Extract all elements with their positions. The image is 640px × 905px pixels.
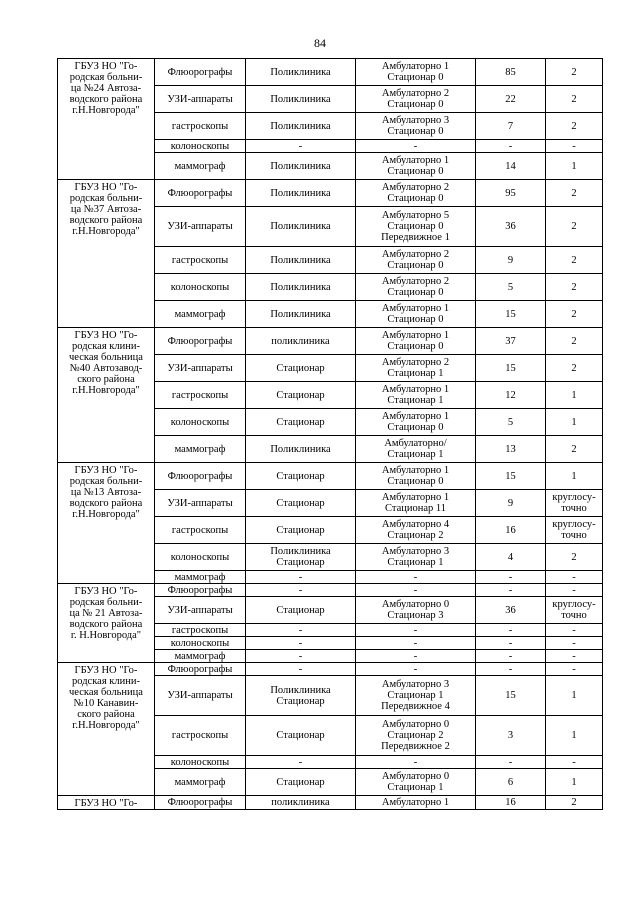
organization-cell: ГБУЗ НО "Го- родская клини- ческая больница №40 Автозавод- ского района г.Н.Новгорода"	[58, 328, 155, 463]
shifts-cell: -	[546, 624, 603, 637]
location-cell: -	[246, 650, 356, 663]
mode-cell: Амбулаторно 5 Стационар 0 Передвижное 1	[356, 207, 476, 247]
location-cell: Поликлиника	[246, 86, 356, 113]
shifts-cell: 2	[546, 180, 603, 207]
mode-cell: Амбулаторно 1 Стационар 0	[356, 463, 476, 490]
table-row	[58, 328, 603, 355]
count-cell: -	[476, 637, 546, 650]
mode-cell: Амбулаторно 1 Стационар 11	[356, 490, 476, 517]
count-cell: 16	[476, 796, 546, 810]
shifts-cell: 2	[546, 301, 603, 328]
count-cell: 15	[476, 463, 546, 490]
count-cell: -	[476, 571, 546, 584]
location-cell: Поликлиника	[246, 274, 356, 301]
shifts-cell: 1	[546, 769, 603, 796]
equipment-cell: колоноскопы	[155, 140, 246, 153]
shifts-cell: круглосу- точно	[546, 517, 603, 544]
mode-cell: -	[356, 584, 476, 597]
equipment-cell: гастроскопы	[155, 113, 246, 140]
shifts-cell: 2	[546, 274, 603, 301]
mode-cell: Амбулаторно 1 Стационар 0	[356, 153, 476, 180]
count-cell: 15	[476, 676, 546, 716]
mode-cell: -	[356, 756, 476, 769]
location-cell: Стационар	[246, 355, 356, 382]
equipment-cell: колоноскопы	[155, 544, 246, 571]
equipment-cell: Флюорографы	[155, 59, 246, 86]
count-cell: -	[476, 584, 546, 597]
count-cell: 37	[476, 328, 546, 355]
equipment-cell: УЗИ-аппараты	[155, 86, 246, 113]
count-cell: 9	[476, 490, 546, 517]
equipment-cell: маммограф	[155, 571, 246, 584]
equipment-cell: маммограф	[155, 650, 246, 663]
organization-cell: ГБУЗ НО "Го-	[58, 796, 155, 810]
equipment-cell: УЗИ-аппараты	[155, 490, 246, 517]
location-cell: Поликлиника	[246, 436, 356, 463]
equipment-cell: гастроскопы	[155, 624, 246, 637]
count-cell: 16	[476, 517, 546, 544]
mode-cell: Амбулаторно 1 Стационар 1	[356, 382, 476, 409]
shifts-cell: 2	[546, 796, 603, 810]
shifts-cell: 2	[546, 544, 603, 571]
equipment-cell: Флюорографы	[155, 463, 246, 490]
mode-cell: Амбулаторно 3 Стационар 1 Передвижное 4	[356, 676, 476, 716]
location-cell: Стационар	[246, 597, 356, 624]
count-cell: 5	[476, 409, 546, 436]
mode-cell: -	[356, 624, 476, 637]
mode-cell: Амбулаторно 2 Стационар 0	[356, 86, 476, 113]
location-cell: Поликлиника	[246, 59, 356, 86]
equipment-cell: гастроскопы	[155, 517, 246, 544]
location-cell: Стационар	[246, 409, 356, 436]
equipment-table	[57, 58, 603, 810]
equipment-cell: гастроскопы	[155, 382, 246, 409]
table-row	[58, 180, 603, 207]
equipment-cell: колоноскопы	[155, 274, 246, 301]
count-cell: 13	[476, 436, 546, 463]
count-cell: 6	[476, 769, 546, 796]
mode-cell: -	[356, 140, 476, 153]
mode-cell: Амбулаторно 2 Стационар 1	[356, 355, 476, 382]
equipment-cell: колоноскопы	[155, 756, 246, 769]
location-cell: -	[246, 624, 356, 637]
mode-cell: -	[356, 650, 476, 663]
shifts-cell: -	[546, 663, 603, 676]
mode-cell: Амбулаторно 3 Стационар 0	[356, 113, 476, 140]
count-cell: -	[476, 650, 546, 663]
location-cell: -	[246, 571, 356, 584]
mode-cell: Амбулаторно 0 Стационар 3	[356, 597, 476, 624]
shifts-cell: 2	[546, 355, 603, 382]
equipment-cell: маммограф	[155, 301, 246, 328]
count-cell: 85	[476, 59, 546, 86]
count-cell: 12	[476, 382, 546, 409]
equipment-table-body	[58, 59, 603, 810]
mode-cell: -	[356, 571, 476, 584]
shifts-cell: 2	[546, 436, 603, 463]
shifts-cell: 1	[546, 676, 603, 716]
location-cell: Поликлиника Стационар	[246, 544, 356, 571]
shifts-cell: -	[546, 584, 603, 597]
shifts-cell: 2	[546, 86, 603, 113]
count-cell: 3	[476, 716, 546, 756]
location-cell: Стационар	[246, 769, 356, 796]
mode-cell: Амбулаторно 1 Стационар 0	[356, 301, 476, 328]
count-cell: 7	[476, 113, 546, 140]
shifts-cell: -	[546, 650, 603, 663]
table-row	[58, 663, 603, 676]
organization-cell: ГБУЗ НО "Го- родская больни- ца № 21 Автоза- водского района г. Н.Новгорода"	[58, 584, 155, 663]
shifts-cell: 1	[546, 716, 603, 756]
table-row	[58, 584, 603, 597]
mode-cell: -	[356, 637, 476, 650]
equipment-cell: маммограф	[155, 769, 246, 796]
mode-cell: Амбулаторно 1 Стационар 0	[356, 328, 476, 355]
count-cell: 15	[476, 301, 546, 328]
shifts-cell: 1	[546, 409, 603, 436]
location-cell: Поликлиника	[246, 113, 356, 140]
organization-cell: ГБУЗ НО "Го- родская больни- ца №37 Автоза- водского района г.Н.Новгорода"	[58, 180, 155, 328]
location-cell: Поликлиника	[246, 180, 356, 207]
equipment-cell: маммограф	[155, 153, 246, 180]
equipment-cell: колоноскопы	[155, 637, 246, 650]
equipment-cell: гастроскопы	[155, 716, 246, 756]
count-cell: 15	[476, 355, 546, 382]
organization-cell: ГБУЗ НО "Го- родская больни- ца №13 Автоза- водского района г.Н.Новгорода"	[58, 463, 155, 584]
mode-cell: -	[356, 663, 476, 676]
count-cell: 5	[476, 274, 546, 301]
count-cell: 22	[476, 86, 546, 113]
organization-cell: ГБУЗ НО "Го- родская больни- ца №24 Автоза- водского района г.Н.Новгорода"	[58, 59, 155, 180]
count-cell: 4	[476, 544, 546, 571]
count-cell: 36	[476, 207, 546, 247]
mode-cell: Амбулаторно 4 Стационар 2	[356, 517, 476, 544]
location-cell: Поликлиника	[246, 247, 356, 274]
location-cell: Поликлиника	[246, 301, 356, 328]
location-cell: -	[246, 140, 356, 153]
equipment-cell: УЗИ-аппараты	[155, 676, 246, 716]
location-cell: Стационар	[246, 463, 356, 490]
mode-cell: Амбулаторно 3 Стационар 1	[356, 544, 476, 571]
shifts-cell: -	[546, 140, 603, 153]
count-cell: -	[476, 663, 546, 676]
mode-cell: Амбулаторно 2 Стационар 0	[356, 247, 476, 274]
shifts-cell: круглосу- точно	[546, 597, 603, 624]
count-cell: 14	[476, 153, 546, 180]
location-cell: Поликлиника	[246, 153, 356, 180]
mode-cell: Амбулаторно 2 Стационар 0	[356, 180, 476, 207]
page-number: 84	[314, 36, 326, 50]
location-cell: Стационар	[246, 517, 356, 544]
shifts-cell: 1	[546, 382, 603, 409]
shifts-cell: -	[546, 637, 603, 650]
shifts-cell: 2	[546, 207, 603, 247]
mode-cell: Амбулаторно 1 Стационар 0	[356, 409, 476, 436]
count-cell: 95	[476, 180, 546, 207]
equipment-cell: УЗИ-аппараты	[155, 355, 246, 382]
location-cell: Стационар	[246, 716, 356, 756]
count-cell: -	[476, 756, 546, 769]
mode-cell: Амбулаторно 0 Стационар 2 Передвижное 2	[356, 716, 476, 756]
shifts-cell: 2	[546, 113, 603, 140]
equipment-cell: Флюорографы	[155, 796, 246, 810]
equipment-cell: Флюорографы	[155, 180, 246, 207]
shifts-cell: 2	[546, 59, 603, 86]
shifts-cell: -	[546, 571, 603, 584]
location-cell: Стационар	[246, 490, 356, 517]
location-cell: -	[246, 663, 356, 676]
equipment-cell: УЗИ-аппараты	[155, 207, 246, 247]
shifts-cell: 1	[546, 153, 603, 180]
location-cell: -	[246, 756, 356, 769]
count-cell: 9	[476, 247, 546, 274]
location-cell: -	[246, 637, 356, 650]
location-cell: Стационар	[246, 382, 356, 409]
equipment-cell: колоноскопы	[155, 409, 246, 436]
equipment-cell: Флюорографы	[155, 663, 246, 676]
location-cell: Поликлиника Стационар	[246, 676, 356, 716]
count-cell: 36	[476, 597, 546, 624]
shifts-cell: 2	[546, 328, 603, 355]
equipment-cell: УЗИ-аппараты	[155, 597, 246, 624]
equipment-cell: маммограф	[155, 436, 246, 463]
mode-cell: Амбулаторно 1 Стационар 0	[356, 59, 476, 86]
shifts-cell: -	[546, 756, 603, 769]
mode-cell: Амбулаторно 1	[356, 796, 476, 810]
shifts-cell: 2	[546, 247, 603, 274]
location-cell: Поликлиника	[246, 207, 356, 247]
organization-cell: ГБУЗ НО "Го- родская клини- ческая больница №10 Канавин- ского района г.Н.Новгорода"	[58, 663, 155, 796]
table-row	[58, 59, 603, 86]
equipment-cell: гастроскопы	[155, 247, 246, 274]
shifts-cell: 1	[546, 463, 603, 490]
table-row	[58, 463, 603, 490]
location-cell: поликлиника	[246, 328, 356, 355]
location-cell: поликлиника	[246, 796, 356, 810]
equipment-cell: Флюорографы	[155, 584, 246, 597]
mode-cell: Амбулаторно 2 Стационар 0	[356, 274, 476, 301]
equipment-cell: Флюорографы	[155, 328, 246, 355]
table-row	[58, 796, 603, 810]
shifts-cell: круглосу- точно	[546, 490, 603, 517]
count-cell: -	[476, 624, 546, 637]
mode-cell: Амбулаторно 0 Стационар 1	[356, 769, 476, 796]
mode-cell: Амбулаторно/ Стационар 1	[356, 436, 476, 463]
location-cell: -	[246, 584, 356, 597]
count-cell: -	[476, 140, 546, 153]
